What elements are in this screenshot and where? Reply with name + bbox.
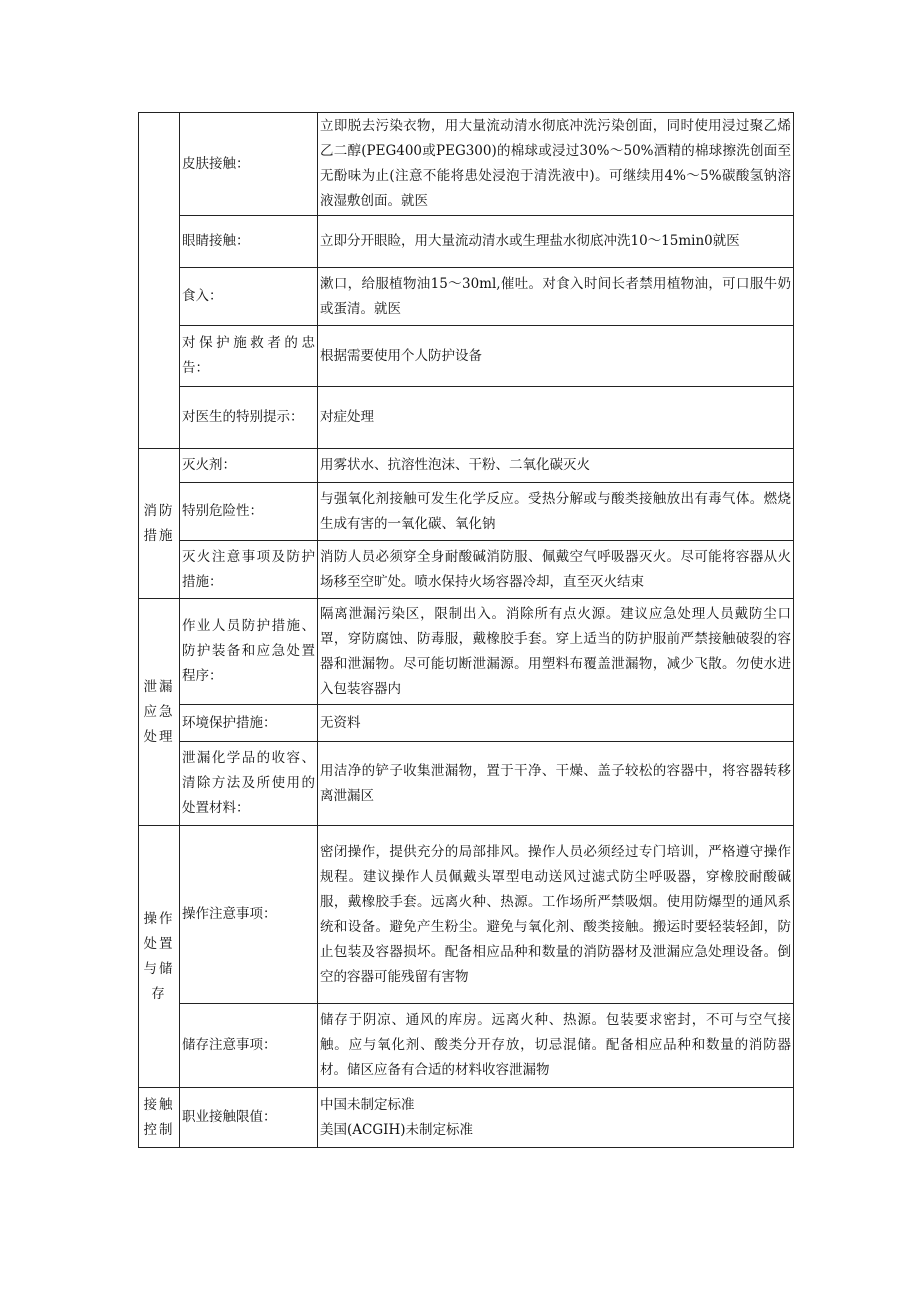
fire-precaution-value: 消防人员必须穿全身耐酸碱消防服、佩戴空气呼吸器灭火。尽可能将容器从火场移至空旷处。喷水保持火场容器冷却，直至灭火结束	[318, 541, 794, 599]
section-leak-title: 泄漏应急处理	[139, 599, 180, 826]
fire-precaution-label: 灭火注意事项及防护措施：	[180, 541, 318, 599]
eye-contact-label: 眼睛接触：	[180, 216, 318, 268]
skin-contact-value: 立即脱去污染衣物，用大量流动清水彻底冲洗污染创面，同时使用浸过聚乙烯乙二醇(PEG400或PEG300)的棉球或浸过30%～50%酒精的棉球擦洗创面至无酚味为止(注意不能将患处浸泡于清洗液中)。可继续用4%～5%碳酸氢钠溶液湿敷创面。就医	[318, 113, 794, 216]
row-environment-protection	[139, 705, 794, 742]
row-exposure-limit	[139, 1088, 794, 1148]
row-eye-contact	[139, 216, 794, 268]
rescuer-advice-value: 根据需要使用个人防护设备	[318, 326, 794, 387]
operation-notes-label: 操作注意事项：	[180, 826, 318, 1004]
cleanup-method-label: 泄漏化学品的收容、清除方法及所使用的处置材料：	[180, 742, 318, 826]
row-cleanup-method	[139, 742, 794, 826]
special-hazard-label: 特别危险性：	[180, 483, 318, 541]
extinguishing-agent-value: 用雾状水、抗溶性泡沫、干粉、二氧化碳灭火	[318, 449, 794, 483]
section-handling-title: 操作处置与储存	[139, 826, 180, 1088]
environment-protection-label: 环境保护措施：	[180, 705, 318, 742]
row-rescuer-advice	[139, 326, 794, 387]
row-ingestion	[139, 268, 794, 326]
cleanup-method-value: 用洁净的铲子收集泄漏物，置于干净、干燥、盖子较松的容器中，将容器转移离泄漏区	[318, 742, 794, 826]
section-fire-title: 消防措施	[139, 449, 180, 599]
ingestion-value: 漱口，给服植物油15～30ml,催吐。对食入时间长者禁用植物油，可口服牛奶或蛋清。就医	[318, 268, 794, 326]
exposure-limit-label: 职业接触限值：	[180, 1088, 318, 1148]
special-hazard-value: 与强氧化剂接触可发生化学反应。受热分解或与酸类接触放出有毒气体。燃烧生成有害的一氧化碳、氧化钠	[318, 483, 794, 541]
row-fire-precaution	[139, 541, 794, 599]
skin-contact-label: 皮肤接触：	[180, 113, 318, 216]
ingestion-label: 食入：	[180, 268, 318, 326]
exposure-limit-usa: 美国(ACGIH)未制定标准	[320, 1121, 474, 1138]
exposure-limit-china: 中国未制定标准	[320, 1096, 415, 1113]
extinguishing-agent-label: 灭火剂：	[180, 449, 318, 483]
personnel-protection-value: 隔离泄漏污染区，限制出入。消除所有点火源。建议应急处理人员戴防尘口罩，穿防腐蚀、防毒服，戴橡胶手套。穿上适当的防护服前严禁接触破裂的容器和泄漏物。尽可能切断泄漏源。用塑料布覆盖泄漏物，减少飞散。勿使水进入包装容器内	[318, 599, 794, 705]
environment-protection-value: 无资料	[318, 705, 794, 742]
row-operation-notes	[139, 826, 794, 1004]
row-storage-notes	[139, 1004, 794, 1088]
row-skin-contact	[139, 113, 794, 216]
personnel-protection-label: 作业人员防护措施、防护装备和应急处置程序：	[180, 599, 318, 705]
section-exposure-title: 接触控制	[139, 1088, 180, 1148]
doctor-note-label: 对医生的特别提示：	[180, 387, 318, 449]
row-special-hazard	[139, 483, 794, 541]
storage-notes-label: 储存注意事项：	[180, 1004, 318, 1088]
msds-table	[138, 112, 794, 1148]
eye-contact-value: 立即分开眼睑，用大量流动清水或生理盐水彻底冲洗10～15min0就医	[318, 216, 794, 268]
operation-notes-value: 密闭操作，提供充分的局部排风。操作人员必须经过专门培训，严格遵守操作规程。建议操作人员佩戴头罩型电动送风过滤式防尘呼吸器，穿橡胶耐酸碱服，戴橡胶手套。远离火种、热源。工作场所严禁吸烟。使用防爆型的通风系统和设备。避免产生粉尘。避免与氧化剂、酸类接触。搬运时要轻装轻卸，防止包装及容器损坏。配备相应品种和数量的消防器材及泄漏应急处理设备。倒空的容器可能残留有害物	[318, 826, 794, 1004]
section-first-aid	[139, 113, 180, 449]
row-doctor-note	[139, 387, 794, 449]
rescuer-advice-label: 对保护施救者的忠告：	[180, 326, 318, 387]
row-personnel-protection	[139, 599, 794, 705]
row-extinguishing-agent	[139, 449, 794, 483]
storage-notes-value: 储存于阴凉、通风的库房。远离火种、热源。包装要求密封，不可与空气接触。应与氧化剂、酸类分开存放，切忌混储。配备相应品种和数量的消防器材。储区应备有合适的材料收容泄漏物	[318, 1004, 794, 1088]
doctor-note-value: 对症处理	[318, 387, 794, 449]
exposure-limit-value	[318, 1088, 794, 1148]
